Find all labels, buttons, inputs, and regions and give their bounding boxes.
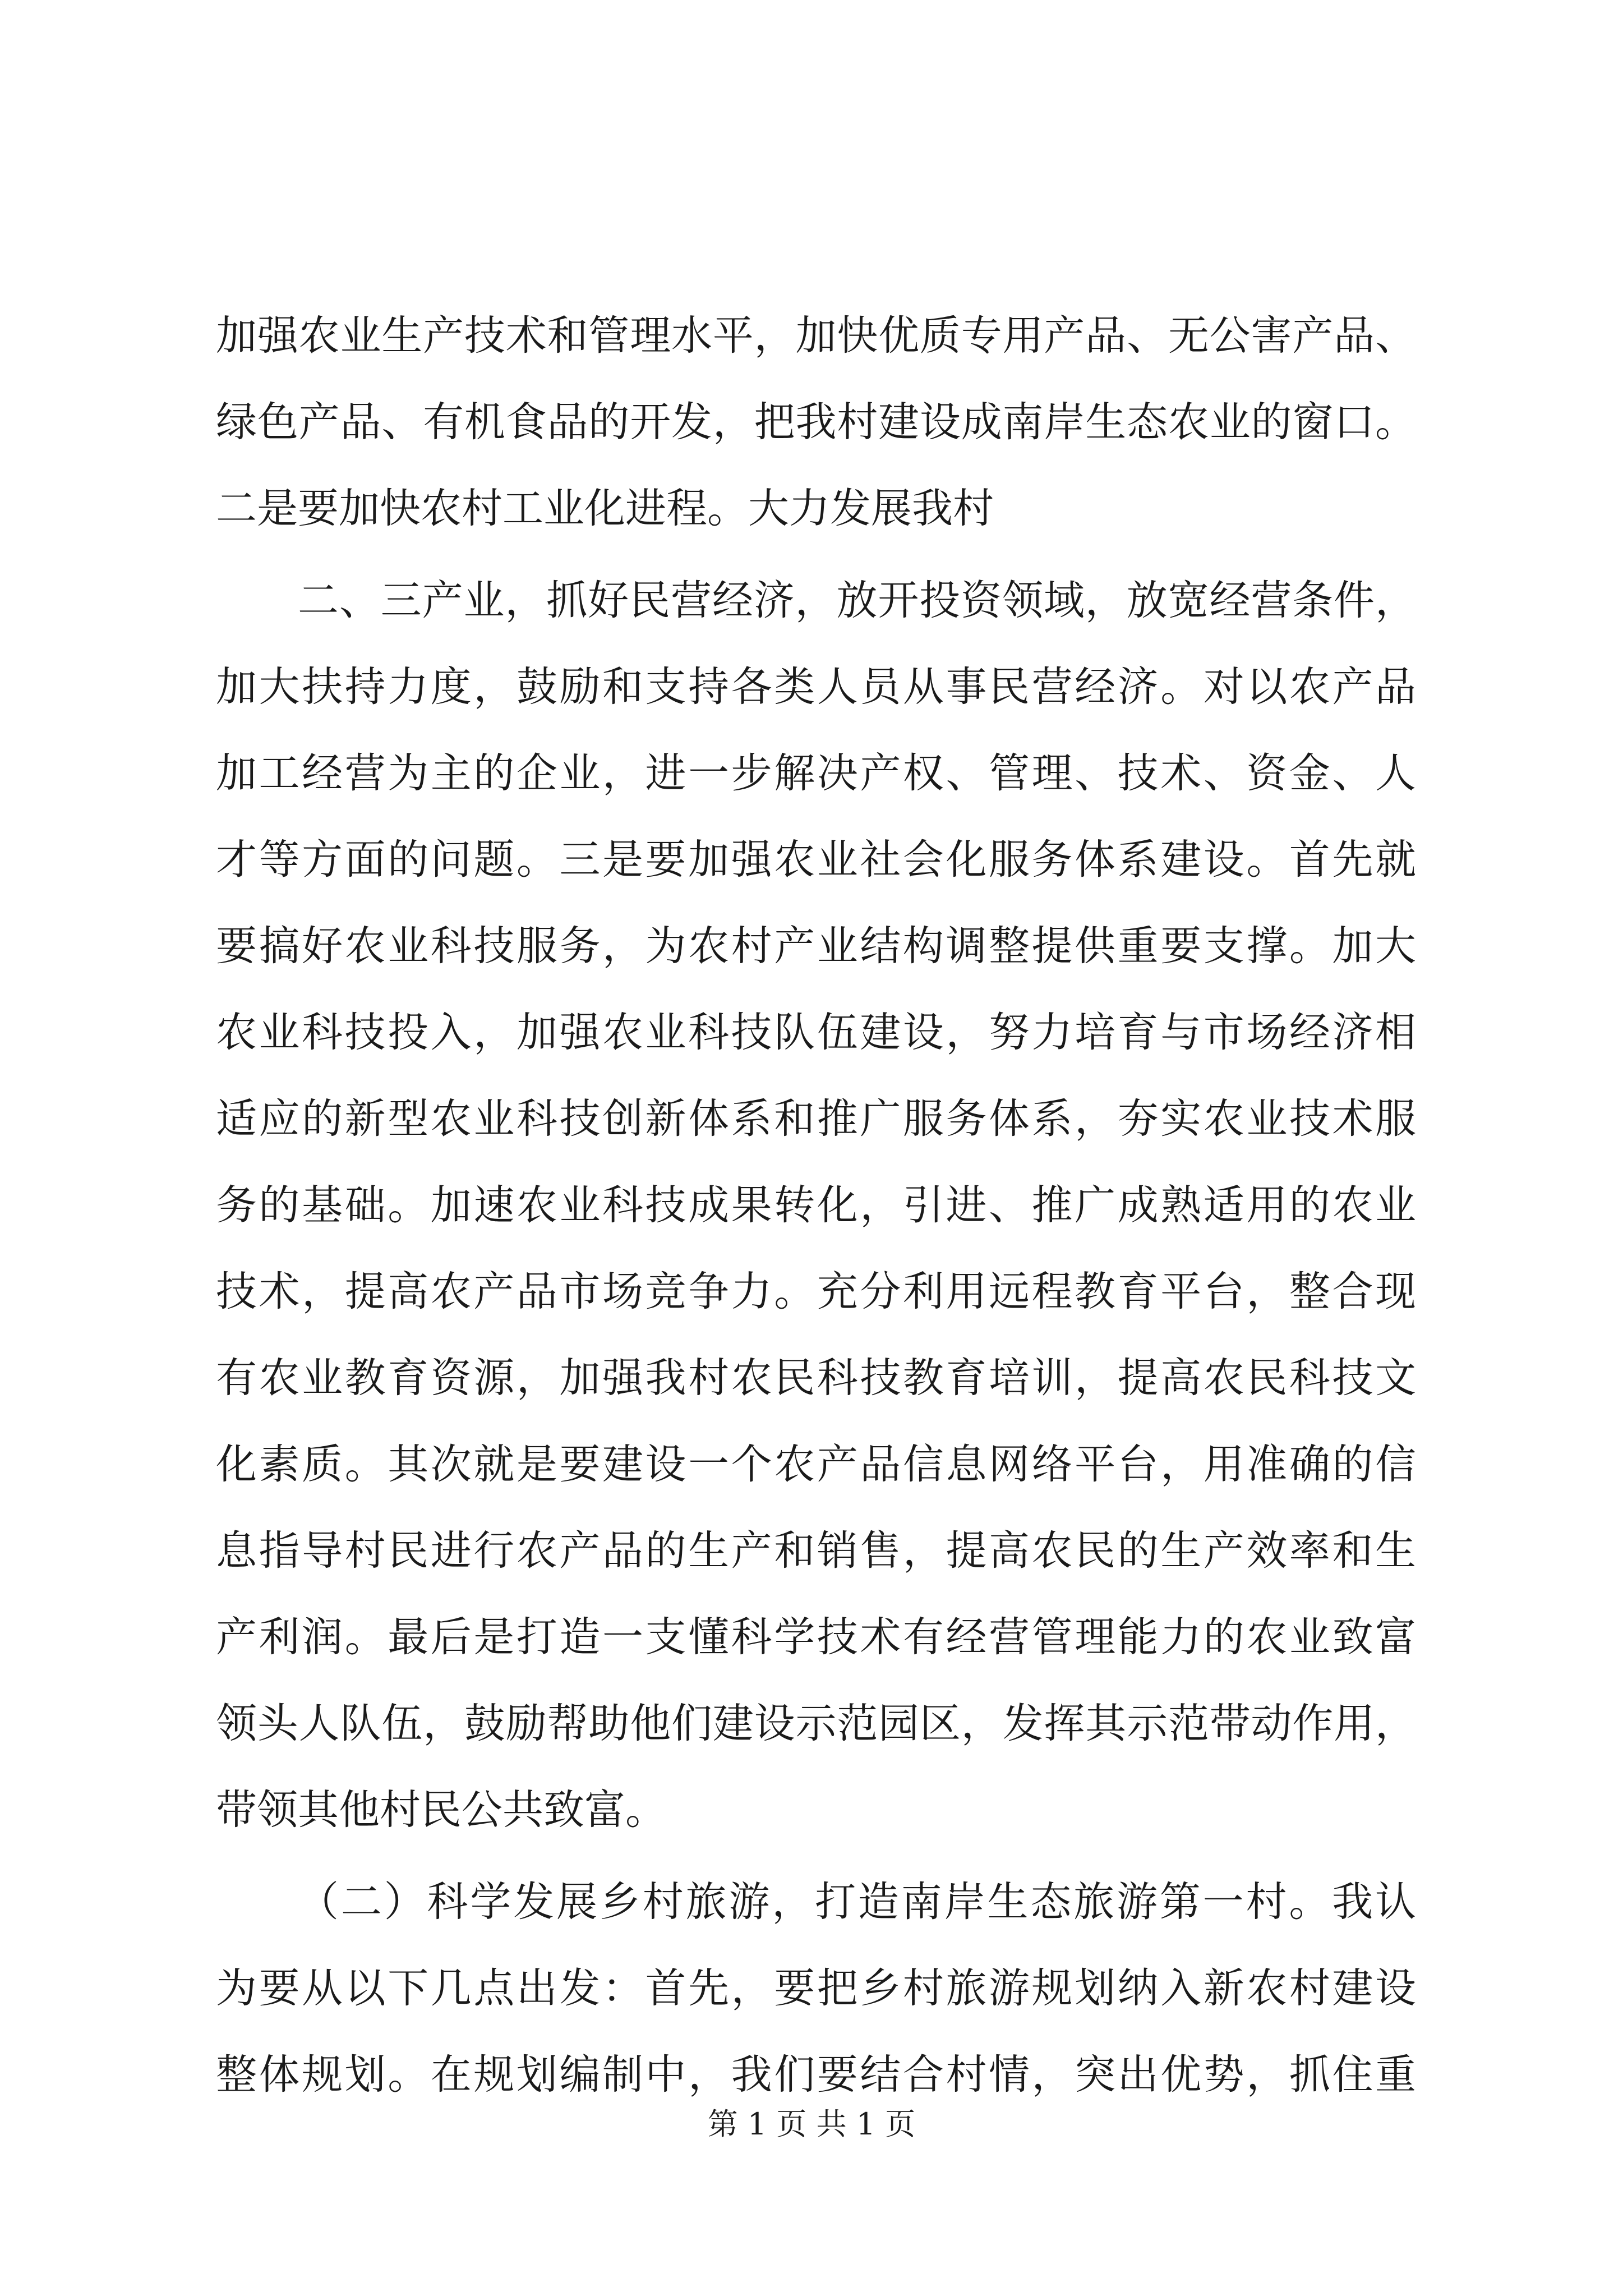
para1-line: 加强农业生产技术和管理水平，加快优质专用产品、无公害产品、 <box>216 312 1416 360</box>
para2-line: 二、三产业，抓好民营经济，放开投资领域，放宽经营条件， <box>298 577 1416 624</box>
para2-line: 务的基础。加速农业科技成果转化，引进、推广成熟适用的农业 <box>216 1181 1416 1229</box>
para3-line: （二）科学发展乡村旅游，打造南岸生态旅游第一村。我认 <box>298 1878 1416 1926</box>
para3-line: 整体规划。在规划编制中，我们要结合村情，突出优势，抓住重 <box>216 2051 1416 2099</box>
para2-line: 加工经营为主的企业，进一步解决产权、管理、技术、资金、人 <box>216 749 1416 797</box>
para2-line: 带领其他村民公共致富。 <box>216 1786 666 1834</box>
para2-line: 有农业教育资源，加强我村农民科技教育培训，提高农民科技文 <box>216 1354 1416 1402</box>
para2-line: 要搞好农业科技服务，为农村产业结构调整提供重要支撑。加大 <box>216 922 1416 970</box>
para2-line: 息指导村民进行农产品的生产和销售，提高农民的生产效率和生 <box>216 1527 1416 1575</box>
para3-line: 为要从以下几点出发：首先，要把乡村旅游规划纳入新农村建设 <box>216 1964 1416 2012</box>
para1-line: 绿色产品、有机食品的开发，把我村建设成南岸生态农业的窗口。 <box>216 398 1416 446</box>
para2-line: 领头人队伍，鼓励帮助他们建设示范园区，发挥其示范带动作用， <box>216 1700 1416 1747</box>
document-body <box>216 293 1416 2118</box>
para2-line: 适应的新型农业科技创新体系和推广服务体系，夯实农业技术服 <box>216 1095 1416 1143</box>
para2-line: 农业科技投入，加强农业科技队伍建设，努力培育与市场经济相 <box>216 1009 1416 1056</box>
para1-line: 二是要加快农村工业化进程。大力发展我村 <box>216 485 994 532</box>
para2-line: 化素质。其次就是要建设一个农产品信息网络平台，用准确的信 <box>216 1441 1416 1488</box>
page-footer <box>0 2105 1623 2144</box>
para2-line: 产利润。最后是打造一支懂科学技术有经营管理能力的农业致富 <box>216 1613 1416 1661</box>
page-number-label: 第 1 页 共 1 页 <box>707 2106 916 2142</box>
para2-line: 加大扶持力度，鼓励和支持各类人员从事民营经济。对以农产品 <box>216 663 1416 711</box>
para2-line: 才等方面的问题。三是要加强农业社会化服务体系建设。首先就 <box>216 836 1416 884</box>
para2-line: 技术，提高农产品市场竞争力。充分利用远程教育平台，整合现 <box>216 1268 1416 1315</box>
